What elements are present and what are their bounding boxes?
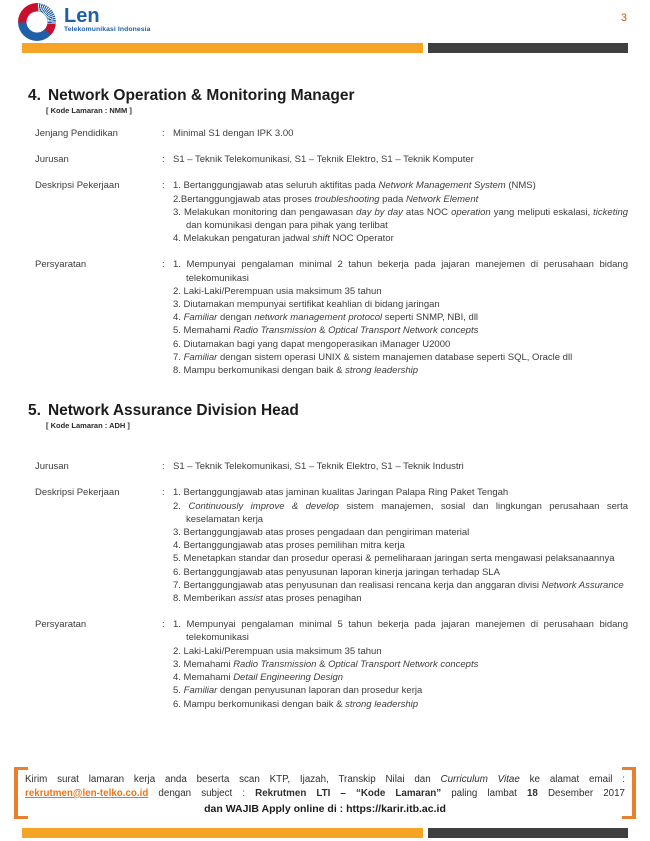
list-item: 1. Mempunyai pengalaman minimal 5 tahun bekerja pada jajaran manejemen di perusahaan bidang telekomunikasi	[173, 619, 628, 644]
field-content	[173, 460, 628, 473]
field-label: Deskripsi Pekerjaan	[35, 180, 120, 192]
field-content	[173, 127, 628, 140]
field-content	[173, 179, 628, 245]
list-item: 2.Bertanggungjawab atas proses troubleshooting pada Network Element	[173, 193, 479, 205]
list-item: 7. Bertanggungjawab atas penyusunan dan realisasi rencana kerja dan anggaran divisi Network Assurance	[173, 579, 624, 591]
list-item: 6. Bertanggungjawab atas penyusunan laporan kinerja jaringan terhadap SLA	[173, 566, 500, 578]
field-label: Jurusan	[35, 154, 69, 166]
footer-accent-bars	[22, 828, 628, 838]
section-rows	[35, 460, 628, 710]
list-item: 4. Familiar dengan network management protocol seperti SNMP, NBI, dll	[173, 312, 479, 324]
job-section-nmm	[28, 86, 628, 377]
list-item: 4. Melakukan pengaturan jadwal shift NOC Operator	[173, 233, 394, 245]
list-item: 2. Laki-Laki/Perempuan usia maksimum 35 tahun	[173, 645, 382, 657]
list-item: 6. Mampu berkomunikasi dengan baik & strong leadership	[173, 698, 419, 710]
field-content	[173, 618, 628, 710]
field-row	[35, 179, 628, 245]
section-number: 4.	[28, 87, 41, 104]
notice-line-1: Kirim surat lamaran kerja anda beserta scan KTP, Ijazah, Transkip Nilai dan Curriculum Vitae ke alamat email :	[25, 774, 625, 785]
notice-line-2: rekrutmen@len-telko.co.id dengan subject : Rekrutmen LTI – “Kode Lamaran” paling lambat 18 Desember 2017	[25, 787, 626, 799]
field-row	[35, 486, 628, 605]
field-colon: :	[162, 180, 165, 192]
list-item: Minimal S1 dengan IPK 3.00	[173, 128, 294, 139]
application-notice-box	[14, 767, 636, 819]
field-content	[173, 486, 628, 605]
field-label: Persyaratan	[35, 619, 87, 631]
section-code: [ Kode Lamaran : NMM ]	[46, 106, 132, 115]
field-label: Persyaratan	[35, 259, 87, 271]
field-colon: :	[162, 259, 165, 271]
header-accent-bars	[22, 43, 628, 53]
field-label: Jenjang Pendidikan	[35, 128, 118, 139]
field-colon: :	[162, 487, 165, 499]
section-number: 5.	[28, 402, 41, 420]
brand-subtitle: Telekomunikasi Indonesia	[64, 26, 151, 33]
document-body	[0, 86, 650, 711]
document-header	[0, 0, 650, 43]
email-link[interactable]: rekrutmen@len-telko.co.id	[25, 787, 149, 799]
list-item: 3. Memahami Radio Transmission & Optical Transport Network concepts	[173, 658, 479, 670]
list-item: 1. Bertanggungjawab atas jaminan kualitas Jaringan Palapa Ring Paket Tengah	[173, 487, 509, 499]
list-item: 7. Familiar dengan sistem operasi UNIX & sistem manajemen database seperti SQL, Oracle dll	[173, 351, 573, 363]
field-colon: :	[162, 128, 165, 139]
notice-line-3: dan WAJIB Apply online di : https://karir.itb.ac.id	[204, 802, 446, 815]
list-item: 3. Bertanggungjawab atas proses pengadaan dan pengiriman material	[173, 527, 470, 539]
orange-bar	[22, 828, 423, 838]
list-item: 8. Mampu berkomunikasi dengan baik & strong leadership	[173, 365, 419, 377]
list-item: S1 – Teknik Telekomunikasi, S1 – Teknik Elektro, S1 – Teknik Industri	[173, 461, 464, 473]
field-label: Jurusan	[35, 461, 69, 473]
orange-bar	[22, 43, 423, 53]
section-rows	[35, 127, 628, 377]
section-code: [ Kode Lamaran : ADH ]	[46, 421, 130, 431]
job-section-adh	[28, 401, 628, 710]
field-label: Deskripsi Pekerjaan	[35, 487, 120, 499]
list-item: 3. Diutamakan mempunyai sertifikat keahlian di bidang jaringan	[173, 299, 440, 311]
field-row	[35, 618, 628, 710]
field-colon: :	[162, 461, 165, 473]
list-item: 2. Continuously improve & develop sistem manajemen, sosial dan lingkungan perusahaan serta keselamatan kerja	[173, 500, 628, 525]
field-content	[173, 153, 628, 166]
list-item: S1 – Teknik Telekomunikasi, S1 – Teknik Elektro, S1 – Teknik Komputer	[173, 154, 474, 166]
list-item: 5. Familiar dengan penyusunan laporan dan prosedur kerja	[173, 685, 423, 697]
list-item: 3. Melakukan monitoring dan pengawasan day by day atas NOC operation yang meliputi eskalasi, ticketing dan komunikasi dengan para pihak yang terlibat	[173, 206, 629, 232]
section-title: Network Operation & Monitoring Manager	[47, 87, 355, 104]
len-logo-icon	[18, 3, 56, 41]
list-item: 5. Menetapkan standar dan prosedur operasi & pemeliharaan jaringan serta mengawasi pelaksanaannya	[173, 553, 615, 565]
list-item: 2. Laki-Laki/Perempuan usia maksimum 35 tahun	[173, 285, 382, 297]
field-row	[35, 153, 628, 166]
field-colon: :	[162, 154, 165, 166]
list-item: 5. Memahami Radio Transmission & Optical Transport Network concepts	[173, 325, 479, 337]
dark-bar	[428, 828, 628, 838]
field-row	[35, 127, 628, 140]
brand-block	[64, 7, 151, 33]
section-heading	[28, 86, 628, 105]
dark-bar	[428, 43, 628, 53]
field-row	[35, 460, 628, 473]
page-number: 3	[620, 12, 627, 24]
section-heading	[28, 401, 628, 420]
field-content	[173, 258, 628, 377]
brand-name: Len	[64, 5, 100, 27]
list-item: 1. Mempunyai pengalaman minimal 2 tahun bekerja pada jajaran manejemen di perusahaan bidang telekomunikasi	[173, 259, 628, 284]
list-item: 8. Memberikan assist atas proses penagihan	[173, 593, 362, 605]
field-colon: :	[162, 619, 165, 631]
list-item: 1. Bertanggungjawab atas seluruh aktifitas pada Network Management System (NMS)	[173, 180, 536, 192]
section-title: Network Assurance Division Head	[47, 402, 299, 420]
field-row	[35, 258, 628, 377]
list-item: 6. Diutamakan bagi yang dapat mengoperasikan iManager U2000	[173, 338, 451, 350]
list-item: 4. Memahami Detail Engineering Design	[173, 672, 344, 684]
list-item: 4. Bertanggungjawab atas proses pemilihan mitra kerja	[173, 540, 405, 552]
